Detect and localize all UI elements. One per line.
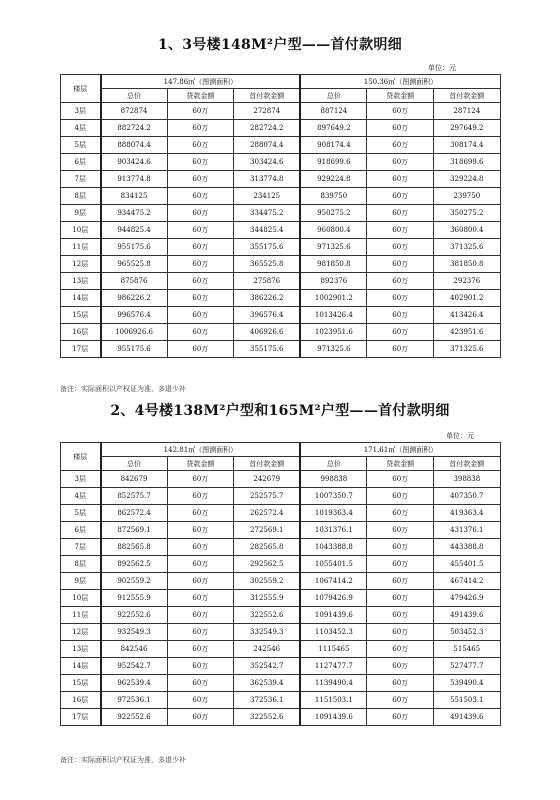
loan-amount-cell: 60万 xyxy=(367,273,434,290)
loan-amount-cell: 60万 xyxy=(167,624,234,641)
total-price-cell: 952542.7 xyxy=(101,658,168,675)
loan-amount-cell: 60万 xyxy=(167,488,234,505)
total-price-cell: 872874 xyxy=(101,103,168,120)
total-price-cell: 960800.4 xyxy=(300,222,367,239)
total-price-cell: 882565.8 xyxy=(101,539,168,556)
loan-amount-cell: 60万 xyxy=(367,188,434,205)
total-price-cell: 1013426.4 xyxy=(300,307,367,324)
down-payment-cell: 360800.4 xyxy=(434,222,501,239)
loan-amount-cell: 60万 xyxy=(167,607,234,624)
floor-cell: 16层 xyxy=(61,692,101,709)
loan-amount-cell: 60万 xyxy=(167,171,234,188)
loan-amount-cell: 60万 xyxy=(367,171,434,188)
down-payment-cell: 386226.2 xyxy=(234,290,301,307)
down-payment-cell: 308174.4 xyxy=(434,137,501,154)
total-price-cell: 862572.4 xyxy=(101,505,168,522)
down-payment-cell: 292562.5 xyxy=(234,556,301,573)
floor-cell: 6层 xyxy=(61,154,101,171)
loan-amount-cell: 60万 xyxy=(367,471,434,488)
total-price-cell: 852575.7 xyxy=(101,488,168,505)
down-payment-cell: 287124 xyxy=(434,103,501,120)
floor-cell: 6层 xyxy=(61,522,101,539)
col-down-payment: 首付款金额 xyxy=(434,457,501,471)
total-price-cell: 1002901.2 xyxy=(300,290,367,307)
table-row xyxy=(61,675,501,692)
floor-cell: 13层 xyxy=(61,641,101,658)
total-price-cell: 1023951.6 xyxy=(300,324,367,341)
total-price-cell: 892562.5 xyxy=(101,556,168,573)
down-payment-cell: 262572.4 xyxy=(234,505,301,522)
down-payment-cell: 362539.4 xyxy=(234,675,301,692)
table-row xyxy=(61,488,501,505)
total-price-cell: 972536.1 xyxy=(101,692,168,709)
loan-amount-cell: 60万 xyxy=(367,522,434,539)
down-payment-cell: 355175.6 xyxy=(234,341,301,358)
floor-cell: 7层 xyxy=(61,171,101,188)
down-payment-cell: 423951.6 xyxy=(434,324,501,341)
table-row xyxy=(61,171,501,188)
down-payment-cell: 318699.6 xyxy=(434,154,501,171)
loan-amount-cell: 60万 xyxy=(367,573,434,590)
table-row xyxy=(61,658,501,675)
total-price-cell: 888074.4 xyxy=(101,137,168,154)
total-price-cell: 1091439.6 xyxy=(300,607,367,624)
loan-amount-cell: 60万 xyxy=(367,675,434,692)
loan-amount-cell: 60万 xyxy=(367,154,434,171)
total-price-cell: 892376 xyxy=(300,273,367,290)
total-price-cell: 1055401.5 xyxy=(300,556,367,573)
total-price-cell: 922552.6 xyxy=(101,607,168,624)
total-price-cell: 998838 xyxy=(300,471,367,488)
loan-amount-cell: 60万 xyxy=(367,324,434,341)
table-row xyxy=(61,324,501,341)
down-payment-cell: 402901.2 xyxy=(434,290,501,307)
col-loan-amount: 贷款金额 xyxy=(167,89,234,103)
down-payment-cell: 455401.5 xyxy=(434,556,501,573)
total-price-cell: 1127477.7 xyxy=(300,658,367,675)
loan-amount-cell: 60万 xyxy=(167,290,234,307)
down-payment-cell: 355175.6 xyxy=(234,239,301,256)
down-payment-cell: 491439.6 xyxy=(434,607,501,624)
total-price-cell: 913774.8 xyxy=(101,171,168,188)
table-row xyxy=(61,341,501,358)
table-row xyxy=(61,556,501,573)
floor-cell: 16层 xyxy=(61,324,101,341)
total-price-cell: 955175.6 xyxy=(101,239,168,256)
floor-cell: 15层 xyxy=(61,307,101,324)
table-row xyxy=(61,505,501,522)
total-price-cell: 1019363.4 xyxy=(300,505,367,522)
loan-amount-cell: 60万 xyxy=(367,556,434,573)
section2-note: 备注：实际面积以产权证为准，多退少补 xyxy=(60,756,186,764)
total-price-cell: 908174.4 xyxy=(300,137,367,154)
loan-amount-cell: 60万 xyxy=(167,341,234,358)
down-payment-cell: 272874 xyxy=(234,103,301,120)
floor-cell: 8层 xyxy=(61,188,101,205)
total-price-cell: 1007350.7 xyxy=(300,488,367,505)
section1-group-b-header: 150.36㎡（图测面积） xyxy=(300,75,500,89)
floor-cell: 4层 xyxy=(61,120,101,137)
down-payment-cell: 527477.7 xyxy=(434,658,501,675)
loan-amount-cell: 60万 xyxy=(167,188,234,205)
floor-cell: 11层 xyxy=(61,239,101,256)
col-total-price: 总价 xyxy=(101,89,168,103)
loan-amount-cell: 60万 xyxy=(167,522,234,539)
total-price-cell: 912555.9 xyxy=(101,590,168,607)
loan-amount-cell: 60万 xyxy=(167,154,234,171)
down-payment-cell: 242679 xyxy=(234,471,301,488)
floor-cell: 12层 xyxy=(61,256,101,273)
loan-amount-cell: 60万 xyxy=(167,590,234,607)
loan-amount-cell: 60万 xyxy=(367,222,434,239)
total-price-cell: 971325.6 xyxy=(300,341,367,358)
total-price-cell: 944825.4 xyxy=(101,222,168,239)
total-price-cell: 955175.6 xyxy=(101,341,168,358)
down-payment-cell: 491439.6 xyxy=(434,709,501,726)
col-loan-amount: 贷款金额 xyxy=(167,457,234,471)
floor-header: 楼层 xyxy=(61,75,101,103)
total-price-cell: 1151503.1 xyxy=(300,692,367,709)
down-payment-cell: 431376.1 xyxy=(434,522,501,539)
down-payment-cell: 371325.6 xyxy=(434,239,501,256)
down-payment-cell: 372536.1 xyxy=(234,692,301,709)
down-payment-cell: 239750 xyxy=(434,188,501,205)
table-row xyxy=(61,607,501,624)
floor-cell: 3层 xyxy=(61,471,101,488)
floor-cell: 5层 xyxy=(61,137,101,154)
down-payment-cell: 406926.6 xyxy=(234,324,301,341)
floor-cell: 11层 xyxy=(61,607,101,624)
loan-amount-cell: 60万 xyxy=(167,103,234,120)
down-payment-cell: 272569.1 xyxy=(234,522,301,539)
total-price-cell: 842546 xyxy=(101,641,168,658)
section2-group-a-header: 142.81㎡（图测面积） xyxy=(101,443,301,457)
total-price-cell: 887124 xyxy=(300,103,367,120)
section2-unit: 单位：元 xyxy=(446,432,474,440)
section2-group-b-header: 171.61㎡（图测面积） xyxy=(300,443,500,457)
loan-amount-cell: 60万 xyxy=(167,324,234,341)
down-payment-cell: 282724.2 xyxy=(234,120,301,137)
section1-header-row xyxy=(61,75,501,89)
down-payment-cell: 322552.6 xyxy=(234,709,301,726)
floor-cell: 10层 xyxy=(61,590,101,607)
floor-cell: 13层 xyxy=(61,273,101,290)
down-payment-cell: 334475.2 xyxy=(234,205,301,222)
down-payment-cell: 329224.8 xyxy=(434,171,501,188)
total-price-cell: 950275.2 xyxy=(300,205,367,222)
table-row xyxy=(61,256,501,273)
table-row xyxy=(61,692,501,709)
table-row xyxy=(61,120,501,137)
loan-amount-cell: 60万 xyxy=(167,222,234,239)
down-payment-cell: 398838 xyxy=(434,471,501,488)
col-total-price: 总价 xyxy=(101,457,168,471)
loan-amount-cell: 60万 xyxy=(167,556,234,573)
down-payment-cell: 515465 xyxy=(434,641,501,658)
table-row xyxy=(61,641,501,658)
floor-cell: 7层 xyxy=(61,539,101,556)
down-payment-cell: 288074.4 xyxy=(234,137,301,154)
col-down-payment: 首付款金额 xyxy=(234,457,301,471)
section1-subheader-row xyxy=(61,89,501,103)
loan-amount-cell: 60万 xyxy=(367,120,434,137)
loan-amount-cell: 60万 xyxy=(367,607,434,624)
loan-amount-cell: 60万 xyxy=(167,471,234,488)
loan-amount-cell: 60万 xyxy=(167,239,234,256)
total-price-cell: 971325.6 xyxy=(300,239,367,256)
loan-amount-cell: 60万 xyxy=(167,273,234,290)
table-row xyxy=(61,205,501,222)
section1-title: 1、3号楼148M²户型——首付款明细 xyxy=(157,37,403,53)
loan-amount-cell: 60万 xyxy=(167,658,234,675)
loan-amount-cell: 60万 xyxy=(367,137,434,154)
total-price-cell: 1115465 xyxy=(300,641,367,658)
table-row xyxy=(61,239,501,256)
section2-header-row xyxy=(61,443,501,457)
table-row xyxy=(61,290,501,307)
down-payment-cell: 252575.7 xyxy=(234,488,301,505)
floor-cell: 8层 xyxy=(61,556,101,573)
loan-amount-cell: 60万 xyxy=(367,658,434,675)
table-row xyxy=(61,624,501,641)
total-price-cell: 1006926.6 xyxy=(101,324,168,341)
col-down-payment: 首付款金额 xyxy=(434,89,501,103)
floor-cell: 5层 xyxy=(61,505,101,522)
loan-amount-cell: 60万 xyxy=(367,307,434,324)
total-price-cell: 929224.8 xyxy=(300,171,367,188)
down-payment-cell: 322552.6 xyxy=(234,607,301,624)
table-row xyxy=(61,590,501,607)
down-payment-cell: 467414.2 xyxy=(434,573,501,590)
down-payment-cell: 365525.8 xyxy=(234,256,301,273)
down-payment-cell: 234125 xyxy=(234,188,301,205)
down-payment-cell: 551503.1 xyxy=(434,692,501,709)
down-payment-cell: 396576.4 xyxy=(234,307,301,324)
total-price-cell: 918699.6 xyxy=(300,154,367,171)
down-payment-cell: 302559.2 xyxy=(234,573,301,590)
floor-cell: 12层 xyxy=(61,624,101,641)
total-price-cell: 922552.6 xyxy=(101,709,168,726)
floor-cell: 14层 xyxy=(61,658,101,675)
total-price-cell: 1139490.4 xyxy=(300,675,367,692)
floor-cell: 15层 xyxy=(61,675,101,692)
down-payment-cell: 303424.6 xyxy=(234,154,301,171)
col-total-price: 总价 xyxy=(300,457,367,471)
total-price-cell: 962539.4 xyxy=(101,675,168,692)
total-price-cell: 1067414.2 xyxy=(300,573,367,590)
loan-amount-cell: 60万 xyxy=(367,239,434,256)
loan-amount-cell: 60万 xyxy=(167,137,234,154)
table-row xyxy=(61,522,501,539)
down-payment-cell: 381850.8 xyxy=(434,256,501,273)
loan-amount-cell: 60万 xyxy=(367,709,434,726)
total-price-cell: 872569.1 xyxy=(101,522,168,539)
loan-amount-cell: 60万 xyxy=(367,488,434,505)
down-payment-cell: 350275.2 xyxy=(434,205,501,222)
total-price-cell: 882724.2 xyxy=(101,120,168,137)
total-price-cell: 875876 xyxy=(101,273,168,290)
loan-amount-cell: 60万 xyxy=(167,256,234,273)
floor-cell: 9层 xyxy=(61,205,101,222)
down-payment-cell: 352542.7 xyxy=(234,658,301,675)
total-price-cell: 897649.2 xyxy=(300,120,367,137)
total-price-cell: 996576.4 xyxy=(101,307,168,324)
table-row xyxy=(61,222,501,239)
loan-amount-cell: 60万 xyxy=(167,205,234,222)
table-row xyxy=(61,471,501,488)
total-price-cell: 981850.8 xyxy=(300,256,367,273)
total-price-cell: 839750 xyxy=(300,188,367,205)
table-row xyxy=(61,137,501,154)
down-payment-cell: 539490.4 xyxy=(434,675,501,692)
total-price-cell: 1031376.1 xyxy=(300,522,367,539)
section2-table xyxy=(60,442,501,726)
loan-amount-cell: 60万 xyxy=(367,590,434,607)
down-payment-cell: 312555.9 xyxy=(234,590,301,607)
col-down-payment: 首付款金额 xyxy=(234,89,301,103)
table-row xyxy=(61,273,501,290)
floor-cell: 17层 xyxy=(61,709,101,726)
loan-amount-cell: 60万 xyxy=(167,692,234,709)
section1-table xyxy=(60,74,501,358)
down-payment-cell: 407350.7 xyxy=(434,488,501,505)
down-payment-cell: 413426.4 xyxy=(434,307,501,324)
section2-title: 2、4号楼138M²户型和165M²户型——首付款明细 xyxy=(110,403,450,419)
down-payment-cell: 332549.3 xyxy=(234,624,301,641)
total-price-cell: 932549.3 xyxy=(101,624,168,641)
total-price-cell: 986226.2 xyxy=(101,290,168,307)
loan-amount-cell: 60万 xyxy=(167,641,234,658)
down-payment-cell: 443388.8 xyxy=(434,539,501,556)
loan-amount-cell: 60万 xyxy=(367,256,434,273)
table-row xyxy=(61,573,501,590)
down-payment-cell: 297649.2 xyxy=(434,120,501,137)
down-payment-cell: 344825.4 xyxy=(234,222,301,239)
floor-cell: 10层 xyxy=(61,222,101,239)
loan-amount-cell: 60万 xyxy=(167,675,234,692)
down-payment-cell: 242546 xyxy=(234,641,301,658)
loan-amount-cell: 60万 xyxy=(167,573,234,590)
down-payment-cell: 292376 xyxy=(434,273,501,290)
floor-cell: 9层 xyxy=(61,573,101,590)
down-payment-cell: 419363.4 xyxy=(434,505,501,522)
loan-amount-cell: 60万 xyxy=(367,341,434,358)
loan-amount-cell: 60万 xyxy=(367,290,434,307)
floor-cell: 4层 xyxy=(61,488,101,505)
section1-note: 备注：实际面积以产权证为准，多退少补 xyxy=(60,385,186,393)
col-total-price: 总价 xyxy=(300,89,367,103)
floor-cell: 3层 xyxy=(61,103,101,120)
down-payment-cell: 479426.9 xyxy=(434,590,501,607)
table-row xyxy=(61,188,501,205)
table-row xyxy=(61,103,501,120)
loan-amount-cell: 60万 xyxy=(167,539,234,556)
loan-amount-cell: 60万 xyxy=(367,641,434,658)
down-payment-cell: 282565.8 xyxy=(234,539,301,556)
total-price-cell: 842679 xyxy=(101,471,168,488)
total-price-cell: 1079426.9 xyxy=(300,590,367,607)
total-price-cell: 902559.2 xyxy=(101,573,168,590)
loan-amount-cell: 60万 xyxy=(367,539,434,556)
loan-amount-cell: 60万 xyxy=(367,692,434,709)
total-price-cell: 934475.2 xyxy=(101,205,168,222)
loan-amount-cell: 60万 xyxy=(167,505,234,522)
floor-cell: 14层 xyxy=(61,290,101,307)
loan-amount-cell: 60万 xyxy=(167,307,234,324)
section2-subheader-row xyxy=(61,457,501,471)
down-payment-cell: 371325.6 xyxy=(434,341,501,358)
total-price-cell: 1043388.8 xyxy=(300,539,367,556)
total-price-cell: 1091439.6 xyxy=(300,709,367,726)
total-price-cell: 834125 xyxy=(101,188,168,205)
table-row xyxy=(61,307,501,324)
loan-amount-cell: 60万 xyxy=(367,624,434,641)
col-loan-amount: 贷款金额 xyxy=(367,457,434,471)
total-price-cell: 965525.8 xyxy=(101,256,168,273)
total-price-cell: 1103452.3 xyxy=(300,624,367,641)
loan-amount-cell: 60万 xyxy=(367,205,434,222)
section1-group-a-header: 147.86㎡（图测面积） xyxy=(101,75,301,89)
loan-amount-cell: 60万 xyxy=(367,505,434,522)
down-payment-cell: 275876 xyxy=(234,273,301,290)
table-row xyxy=(61,709,501,726)
total-price-cell: 903424.6 xyxy=(101,154,168,171)
loan-amount-cell: 60万 xyxy=(167,709,234,726)
floor-cell: 17层 xyxy=(61,341,101,358)
col-loan-amount: 贷款金额 xyxy=(367,89,434,103)
loan-amount-cell: 60万 xyxy=(367,103,434,120)
table-row xyxy=(61,154,501,171)
down-payment-cell: 313774.8 xyxy=(234,171,301,188)
section1-unit: 单位：元 xyxy=(428,64,456,72)
table-row xyxy=(61,539,501,556)
down-payment-cell: 503452.3 xyxy=(434,624,501,641)
floor-header: 楼层 xyxy=(61,443,101,471)
loan-amount-cell: 60万 xyxy=(167,120,234,137)
